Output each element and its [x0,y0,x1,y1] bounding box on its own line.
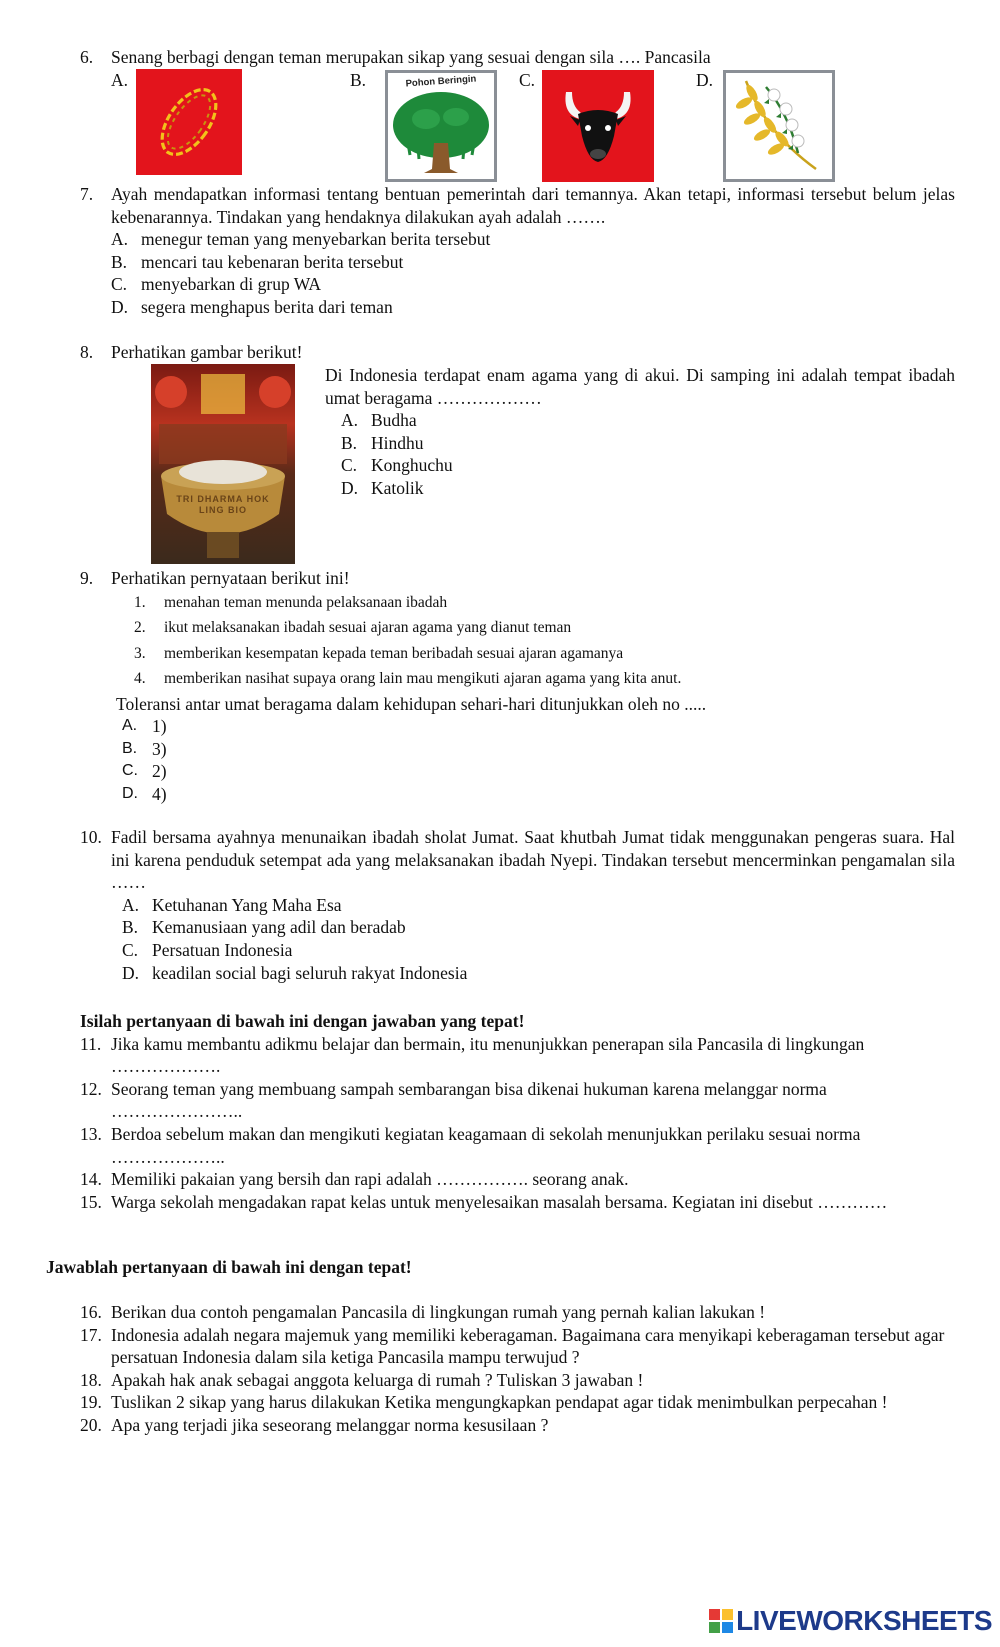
statement-number: 4. [134,670,146,688]
question-text: Ayah mendapatkan informasi tentang bentuan pemerintah dari temannya. Akan tetapi, informasi tersebut belum jelas kebenarannya. Tindakan yang hendaknya dilakukan ayah adalah ……. [111,184,955,227]
fill-in-item-11 [80,1033,955,1078]
option-text: Ketuhanan Yang Maha Esa [152,894,342,915]
item-number: 11. [80,1033,102,1054]
option-letter: D. [341,477,359,498]
option-list [122,894,955,984]
question-9 [80,567,955,806]
statement-3 [134,641,955,667]
option-letter: A. [341,410,359,431]
item-number: 15. [80,1191,102,1212]
option-text: Persatuan Indonesia [152,939,293,960]
option-list [122,715,955,805]
question-number: 10. [80,827,102,847]
item-number: 12. [80,1078,102,1099]
option-text: segera menghapus berita dari teman [141,296,393,317]
liveworksheets-logo-icon [709,1609,733,1633]
question-side-text: Di Indonesia terdapat enam agama yang di akui. Di samping ini adalah tempat ibadah umat beragama ……………… [325,365,955,408]
statement-number: 2. [134,619,146,637]
incense-burner-image [151,364,295,564]
banyan-tree-emblem-image [385,70,497,182]
fill-in-item-13 [80,1123,955,1168]
item-number: 16. [80,1302,102,1322]
temple-photo [151,364,295,564]
option-list [111,228,955,318]
statement-list [134,590,955,692]
section-heading: Isilah pertanyaan di bawah ini dengan jawaban yang tepat! [80,1011,525,1031]
question-number: 9. [80,568,94,588]
option-text: Budha [371,410,417,431]
question-7 [80,183,955,319]
option-c[interactable] [341,454,955,477]
item-text: Warga sekolah mengadakan rapat kelas untuk menyelesaikan masalah bersama. Kegiatan ini disebut ………… [111,1191,888,1212]
item-number: 14. [80,1169,102,1190]
option-c[interactable] [122,939,955,962]
item-text: Berikan dua contoh pengamalan Pancasila di lingkungan rumah yang pernah kalian lakukan ! [111,1302,766,1322]
option-d[interactable] [122,962,955,985]
statement-2 [134,615,955,641]
option-text: 3) [152,738,167,759]
option-letter: C. [122,939,139,960]
essay-section [80,1301,955,1437]
emblem-caption: Pohon Beringin [405,73,477,90]
essay-item-20 [80,1414,955,1437]
statement-text: memberikan kesempatan kepada teman beribadah sesuai ajaran agamanya [164,644,624,662]
statement-4 [134,666,955,692]
option-c[interactable] [122,760,955,783]
option-d[interactable] [341,477,955,500]
option-letter: B. [111,251,128,272]
option-letter-c: C. [519,70,536,90]
chain-icon [136,69,242,175]
option-a[interactable] [122,715,955,738]
option-letter: D. [122,962,140,983]
option-b[interactable] [111,251,955,274]
option-d[interactable] [111,296,955,319]
question-8 [80,341,955,364]
option-letter-d: D. [696,70,714,90]
item-text: Tuslikan 2 sikap yang harus dilakukan Ketika mengungkapkan pendapat agar tidak menimbulkan perpecahan ! [111,1392,888,1413]
liveworksheets-logo[interactable] [709,1604,992,1636]
option-text: Konghuchu [371,455,453,476]
option-b[interactable] [341,432,955,455]
option-d[interactable] [122,783,955,806]
burner-inscription: TRI DHARMA HOK LING BIO [176,494,270,515]
option-list [341,409,955,499]
question-8-side [325,364,955,500]
option-text: Katolik [371,477,424,498]
essay-item-19 [80,1391,955,1414]
option-letter: B. [122,917,139,938]
essay-item-18 [80,1369,955,1392]
question-prompt: Toleransi antar umat beragama dalam kehidupan sehari-hari ditunjukkan oleh no ..... [116,693,707,714]
option-letter-a: A. [111,70,129,90]
option-text: menegur teman yang menyebarkan berita tersebut [141,229,491,250]
option-letter: A. [122,717,138,735]
option-text: Kemanusiaan yang adil dan beradab [152,917,406,938]
option-letter: B. [122,739,138,757]
option-a[interactable] [122,894,955,917]
question-10 [80,826,955,984]
option-letter: D. [122,784,138,802]
option-text: 1) [152,716,167,737]
item-text: Apa yang terjadi jika seseorang melanggar norma kesusilaan ? [111,1414,549,1435]
question-text: Fadil bersama ayahnya menunaikan ibadah sholat Jumat. Saat khutbah Jumat tidak menggunakan pengeras suara. Hal ini karena penduduk setempat ada yang melaksanakan ibadah Nyepi. Tindakan tersebut mencerminkan pengamalan sila …… [111,827,955,893]
chain-emblem-image [136,69,242,175]
question-number: 7. [80,184,94,204]
question-text: Perhatikan pernyataan berikut ini! [111,568,350,588]
item-number: 17. [80,1324,102,1345]
question-6 [80,46,955,69]
rice-cotton-icon [726,73,832,179]
question-number: 8. [80,342,94,362]
item-number: 19. [80,1392,102,1413]
option-text: 2) [152,761,167,782]
bull-head-emblem-image [542,70,654,182]
essay-section-heading: Jawablah pertanyaan di bawah ini dengan tepat! [46,1257,412,1277]
bull-head-icon [542,70,654,182]
rice-cotton-emblem-image [723,70,835,182]
option-letter: C. [341,455,358,476]
option-text: 4) [152,783,167,804]
item-text: Seorang teman yang membuang sampah sembarangan bisa dikenai hukuman karena melanggar norma ………………….. [111,1078,827,1122]
fill-in-item-12 [80,1078,955,1123]
item-text: Memiliki pakaian yang bersih dan rapi adalah ……………. seorang anak. [111,1169,629,1190]
option-letter-b: B. [350,70,367,90]
option-text: mencari tau kebenaran berita tersebut [141,251,404,272]
fill-in-section [80,1010,955,1213]
item-number: 13. [80,1123,102,1144]
option-letter: A. [122,894,140,915]
option-letter: B. [341,432,358,453]
item-text: Indonesia adalah negara majemuk yang memiliki keberagaman. Bagaimana cara menyikapi keberagaman tersebut agar persatuan Indonesia dalam sila ketiga Pancasila mampu terwujud ? [111,1324,945,1368]
essay-item-17 [80,1324,955,1369]
option-b[interactable] [122,738,955,761]
option-letter: A. [111,229,129,250]
statement-text: ikut melaksanakan ibadah sesuai ajaran agama yang dianut teman [164,619,572,637]
option-letter: C. [111,274,128,295]
item-number: 20. [80,1414,102,1435]
statement-1 [134,590,955,616]
option-text: keadilan social bagi seluruh rakyat Indonesia [152,962,468,983]
option-b[interactable] [122,916,955,939]
question-text: Perhatikan gambar berikut! [111,342,303,362]
item-number: 18. [80,1369,102,1390]
statement-text: memberikan nasihat supaya orang lain mau mengikuti ajaran agama yang kita anut. [164,670,682,688]
option-a[interactable] [341,409,955,432]
fill-in-item-15 [80,1191,955,1214]
option-text: Hindhu [371,432,424,453]
logo-text: LIVEWORKSHEETS [736,1604,992,1636]
item-text: Berdoa sebelum makan dan mengikuti kegiatan keagamaan di sekolah menunjukkan perilaku sesuai norma ……………….. [111,1123,861,1167]
fill-in-item-14 [80,1168,955,1191]
statement-number: 3. [134,644,146,662]
statement-number: 1. [134,593,146,611]
option-text: menyebarkan di grup WA [141,274,321,295]
item-text: Apakah hak anak sebagai anggota keluarga di rumah ? Tuliskan 3 jawaban ! [111,1369,644,1390]
essay-item-16 [80,1301,955,1324]
question-text: Senang berbagi dengan teman merupakan sikap yang sesuai dengan sila …. Pancasila [111,47,711,67]
question-number: 6. [80,47,94,67]
item-text: Jika kamu membantu adikmu belajar dan bermain, itu menunjukkan penerapan sila Pancasila di lingkungan ………………. [111,1033,865,1077]
option-letter: D. [111,296,129,317]
option-letter: C. [122,762,138,780]
option-a[interactable] [111,228,955,251]
statement-text: menahan teman menunda pelaksanaan ibadah [164,593,448,611]
option-c[interactable] [111,273,955,296]
